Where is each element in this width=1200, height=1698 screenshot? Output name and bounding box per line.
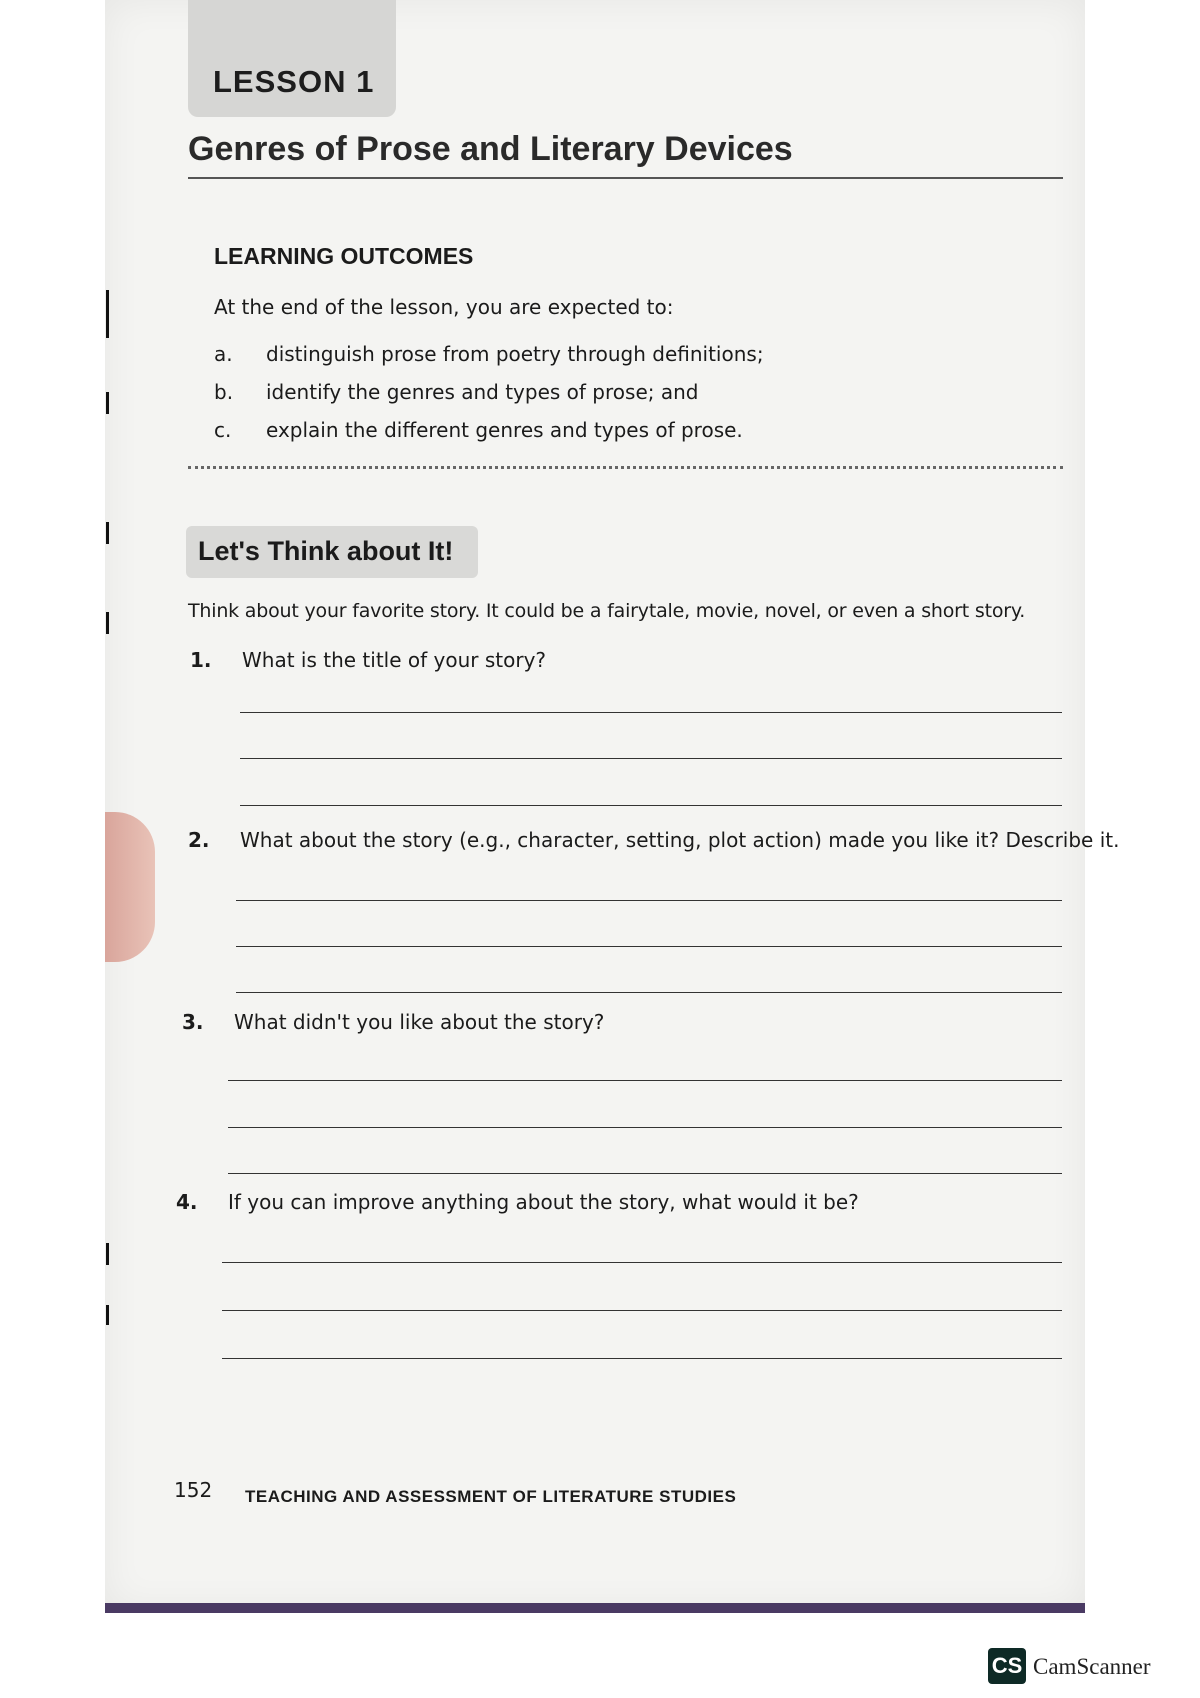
question-text: What is the title of your story? [242,648,547,672]
margin-mark [106,522,109,544]
outcome-item [214,342,764,366]
answer-line[interactable] [228,1173,1062,1174]
margin-mark [106,612,109,634]
margin-mark [106,1243,109,1265]
outcome-letter: a. [214,342,233,366]
outcome-text: identify the genres and types of prose; and [266,380,699,404]
answer-line[interactable] [222,1310,1062,1311]
outcome-letter: b. [214,380,234,404]
answer-line[interactable] [236,900,1062,901]
camscanner-watermark: CamScanner [1033,1654,1151,1679]
answer-line[interactable] [236,946,1062,947]
learning-outcomes-heading: LEARNING OUTCOMES [214,243,474,269]
think-intro: Think about your favorite story. It could be a fairytale, movie, novel, or even a short story. [188,600,1026,622]
page-bottom-edge [105,1603,1085,1613]
learning-outcomes-intro: At the end of the lesson, you are expected to: [214,295,674,319]
question-text: What didn't you like about the story? [234,1010,605,1034]
outcome-item [214,380,698,404]
question-number: 4. [176,1190,198,1214]
answer-line[interactable] [240,758,1062,759]
dotted-divider [188,466,1063,469]
think-heading: Let's Think about It! [198,536,454,566]
answer-line[interactable] [228,1080,1062,1081]
answer-line[interactable] [240,712,1062,713]
outcome-item [214,418,743,442]
margin-mark [106,1305,109,1325]
question-text: If you can improve anything about the story, what would it be? [228,1190,859,1214]
answer-line[interactable] [228,1127,1062,1128]
lesson-title: Genres of Prose and Literary Devices [188,130,793,168]
outcome-text: distinguish prose from poetry through definitions; [266,342,764,366]
outcome-text: explain the different genres and types of prose. [266,418,743,442]
outcome-letter: c. [214,418,232,442]
finger-shadow [105,812,155,962]
title-divider [188,177,1063,179]
question-text: What about the story (e.g., character, setting, plot action) made you like it? Describe it. [240,828,1120,852]
question-number: 1. [190,648,212,672]
question-item [190,648,546,672]
question-item [182,1010,604,1034]
answer-line[interactable] [222,1262,1062,1263]
footer-book-title: TEACHING AND ASSESSMENT OF LITERATURE STUDIES [245,1487,737,1506]
question-item [176,1190,859,1214]
question-item [188,828,1119,852]
answer-line[interactable] [236,992,1062,993]
margin-mark [106,392,109,414]
question-number: 2. [188,828,210,852]
margin-mark [106,290,109,338]
camscanner-logo-icon: CS [988,1648,1026,1684]
answer-line[interactable] [240,805,1062,806]
page-number: 152 [174,1478,213,1502]
lesson-label: LESSON 1 [213,64,375,99]
answer-line[interactable] [222,1358,1062,1359]
question-number: 3. [182,1010,204,1034]
